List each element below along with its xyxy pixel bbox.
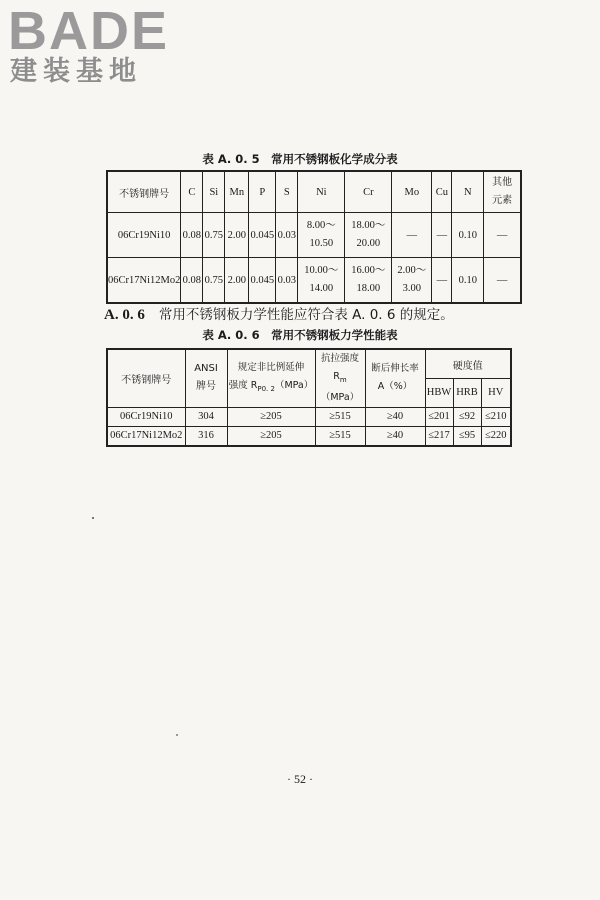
value-cell: 0.08: [181, 258, 203, 304]
grade-cell: 06Cr19Ni10: [107, 407, 185, 426]
grade-cell: 06Cr19Ni10: [107, 213, 181, 258]
value-cell: ≤220: [481, 426, 511, 446]
value-cell: ≥205: [227, 407, 315, 426]
header-rp-line: [228, 377, 315, 398]
table-caption: 表 A. 0. 6 常用不锈钢板力学性能表: [202, 328, 398, 342]
header-cell: [365, 349, 425, 407]
value-cell: 0.03: [276, 213, 298, 258]
mechanical-properties-table: [106, 348, 512, 447]
value-cell: 316: [185, 426, 227, 446]
value-cell: ≤217: [425, 426, 453, 446]
header-cell: [315, 349, 365, 407]
value-cell: —: [484, 258, 521, 304]
header-a-line: 断后伸长率: [371, 363, 419, 375]
value-cell: [298, 258, 345, 304]
value-cell: ≥40: [365, 407, 425, 426]
header-cell: [484, 171, 521, 213]
scan-speck: [92, 517, 94, 519]
value-cell: ≥40: [365, 426, 425, 446]
value-cell: [298, 213, 345, 258]
table-header-row: [107, 349, 511, 379]
page-number: · 52 ·: [287, 772, 313, 786]
header-rm-unit: （MPa）: [320, 391, 360, 403]
header-cell: HRB: [453, 379, 481, 408]
header-cell: C: [181, 171, 203, 213]
header-rp-unit: （MPa）: [274, 380, 314, 391]
value-cell: 0.045: [249, 258, 276, 304]
value-cell: ≤95: [453, 426, 481, 446]
range-start: 16.00～: [351, 265, 386, 276]
header-ansi-line: 牌号: [196, 381, 216, 393]
range-start: 10.00～: [304, 265, 339, 276]
value-cell: ≥205: [227, 426, 315, 446]
value-cell: ≤201: [425, 407, 453, 426]
header-cell: Mo: [392, 171, 432, 213]
scan-speck: [176, 734, 178, 736]
table-row: [107, 213, 521, 258]
table-row: [107, 407, 511, 426]
value-cell: [392, 258, 432, 304]
header-rm-symbol: R: [333, 371, 340, 382]
range-end: 10.50: [309, 238, 334, 249]
value-cell: —: [392, 213, 432, 258]
header-cell: Cu: [432, 171, 452, 213]
header-rp-symbol: 强度 R: [228, 380, 258, 391]
clause-paragraph: [104, 303, 454, 324]
clause-text: 常用不锈钢板力学性能应符合表 A. 0. 6 的规定。: [158, 307, 454, 323]
range-start: 18.00～: [351, 220, 386, 231]
value-cell: 0.03: [276, 258, 298, 304]
value-cell: ≤92: [453, 407, 481, 426]
value-cell: ≤210: [481, 407, 511, 426]
range-end: 20.00: [356, 238, 381, 249]
table-caption: 表 A. 0. 5 常用不锈钢板化学成分表: [202, 152, 398, 166]
grade-cell: 06Cr17Ni12Mo2: [107, 258, 181, 304]
value-cell: 304: [185, 407, 227, 426]
header-cell: N: [452, 171, 484, 213]
header-rp-line: 规定非比例延伸: [237, 362, 305, 373]
value-cell: 2.00: [225, 258, 249, 304]
value-cell: [345, 258, 392, 304]
header-rp-subscript: P0. 2: [257, 384, 275, 393]
header-cell: Ni: [298, 171, 345, 213]
header-cell: HBW: [425, 379, 453, 408]
value-cell: 2.00: [225, 213, 249, 258]
value-cell: ≥515: [315, 407, 365, 426]
clause-number: A. 0. 6: [104, 307, 145, 323]
header-cell: [227, 349, 315, 407]
header-cell: 不锈钢牌号: [107, 349, 185, 407]
header-cell: 不锈钢牌号: [107, 171, 181, 213]
logo-subtitle: 建装基地: [10, 56, 142, 87]
table-row: [107, 426, 511, 446]
header-cell: 硬度值: [425, 349, 511, 379]
range-end: 3.00: [402, 283, 422, 294]
value-cell: —: [432, 258, 452, 304]
range-start: 8.00～: [306, 220, 336, 231]
value-cell: 0.10: [452, 258, 484, 304]
header-cell: Si: [203, 171, 225, 213]
value-cell: 0.045: [249, 213, 276, 258]
value-cell: 0.75: [203, 258, 225, 304]
value-cell: 0.75: [203, 213, 225, 258]
grade-cell: 06Cr17Ni12Mo2: [107, 426, 185, 446]
chemical-composition-table: [106, 170, 522, 304]
value-cell: 0.08: [181, 213, 203, 258]
value-cell: 0.10: [452, 213, 484, 258]
value-cell: —: [484, 213, 521, 258]
header-cell: Mn: [225, 171, 249, 213]
value-cell: —: [432, 213, 452, 258]
header-a-line: A（%）: [377, 381, 413, 393]
logo-brand-text: BADE: [8, 1, 170, 61]
value-cell: [345, 213, 392, 258]
header-cell: Cr: [345, 171, 392, 213]
range-end: 14.00: [309, 283, 334, 294]
range-end: 18.00: [356, 283, 381, 294]
range-start: 2.00～: [397, 265, 427, 276]
header-cell: [185, 349, 227, 407]
header-cell: P: [249, 171, 276, 213]
header-other-line: 其他: [492, 177, 513, 188]
header-rm-line: [316, 368, 365, 407]
header-cell: HV: [481, 379, 511, 408]
header-ansi-line: ANSI: [194, 363, 218, 375]
header-rm-line: 抗拉强度: [320, 353, 359, 364]
header-other-line: 元素: [492, 195, 513, 206]
brand-logo: [8, 1, 188, 88]
table-header-row: [107, 171, 521, 213]
value-cell: ≥515: [315, 426, 365, 446]
header-rm-subscript: m: [339, 375, 347, 384]
header-cell: S: [276, 171, 298, 213]
table-row: [107, 258, 521, 304]
